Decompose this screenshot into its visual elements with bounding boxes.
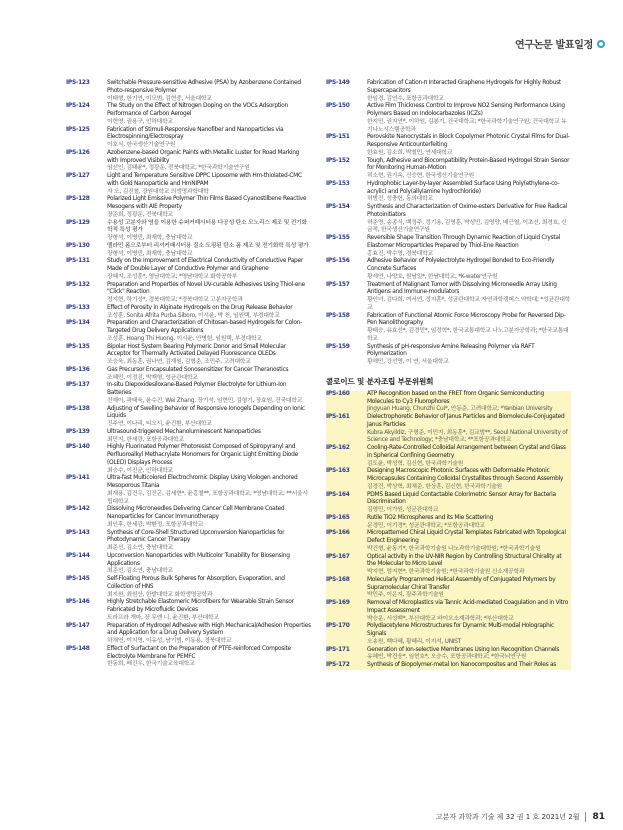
entry-code: IPS-160 [326,390,350,397]
entry-code: IPS-131 [66,258,90,265]
entry-body [107,305,311,321]
entry-code: IPS-162 [326,445,350,451]
entry-code: IPS-133 [66,304,90,311]
entry-code: IPS-128 [66,196,90,203]
entry-authors: 최재용, 김건우, 김진곤, 김세현*, 윤홍철**, 포항공과대학교; *영남대학교; **서울시립대학교 [107,490,308,505]
entry-body [367,515,571,531]
entry-authors: 허소현, 권기옥, 신승현, 한국생산기술연구원 [367,173,474,179]
entry-authors: 김경건, 박상혁, 최채준, 한상훈, 김신현, 한국과학기술원 [367,483,502,490]
abstract-entry [66,599,311,622]
entry-code: IPS-151 [326,134,350,141]
entry-title: Ultra-fast Multicolored Electrochromic Display Using Viologen anchored Mesoporous Titania [107,475,298,489]
entry-authors: 최승수, 이진균, 인하대학교 [107,467,173,474]
entry-authors: 이태형, 한기연, 이모범, 김현중, 서울대학교 [107,95,212,102]
entry-authors: Kubra Akyildiz, 구형준, 이민지, 최동훈*, 김교범**, Seoul National University of Science and Technology; *충남대학교; **포항공과대학교 [367,429,568,444]
entry-body [367,468,571,491]
entry-title: Removal of Microplastics via Tannic Acid-mediated Coagulation and in Vitro Impact Assessment [367,600,569,614]
entry-title: Upconversion Nanoparticles with Multicolor Tunability for Biosensing Applications [107,552,290,567]
entry-authors: 허준영, 송종식, 백정주, 정기용, 김명훈, 박성민, 김영양, 배근열, 이초선, 최경호, 신금적, 한국생산기술연구원 [367,219,567,234]
abstract-entry [66,406,311,429]
page-footer [436,812,605,822]
entry-title: Micropatterned Chiral Liquid Crystal Templates Fabricated with Topological Defect Engineering [367,530,566,544]
entry-authors: 유혜빈, 박건웅*, 임현호*, 오승수, 포항공과대학교; *한국뇌연구원 [367,654,527,661]
abstract-entry [66,623,311,646]
entry-authors: 조성훈, Hoang Thi Huong, 이시윤, 안병헌, 임원택, 부경대학교 [107,335,262,342]
abstract-entry [326,445,571,468]
entry-authors: 장혜지, 조성훈*, 영남대학교; *영남대학교 화학공학부 [107,273,238,280]
entry-authors: 문경민, 이기경*, 성균관대학교; *포항공과대학교 [367,522,485,529]
entry-title: Optical activity in the UV-NIR Region by Controlling Structural Chirality at the Molecular to Micro Level [367,553,562,568]
entry-body [107,444,311,475]
entry-authors: 장준희, 정광운, 전북대학교 [107,211,173,218]
entry-title: Synthesis of Core-Shell Structured Upconversion Nanoparticles for Photodynamic Cancer Therapy [107,529,285,544]
entry-code: IPS-154 [326,204,350,210]
entry-body [367,134,571,157]
entry-body [107,344,311,367]
entry-code: IPS-146 [66,599,90,606]
entry-code: IPS-150 [326,103,350,110]
abstract-entry [326,414,571,445]
entry-title: Treatment of Malignant Tumor with Dissolving Microneedle Array Using Antigens and Immune-modulators [367,281,557,296]
entry-title: Fabrication of Functional Atomic Force Microscopy Probe for Reversed Dip-Pen Nanolithography [367,312,566,327]
entry-body [107,429,311,445]
entry-title: The Study on the Effect of Nitrogen Doping on the VOCs Adsorption Performance of Carbon Aerogel [107,103,288,117]
entry-body [107,80,311,103]
abstract-entry [326,344,571,367]
entry-body [107,173,311,196]
entry-title: Preparation and Properties of Novel UV-curable Adhesives Using Thiol-ene "Click" Reaction [107,281,305,296]
entry-body [367,600,571,623]
abstract-entry [66,367,311,383]
entry-authors: 박지현, 엄지현*, 한국과학기술원; *한국과학기술원 신소재공학과 [367,569,525,575]
abstract-entry [66,506,311,529]
entry-authors: Jingyuan Huang, Chunzhi Cui*, 안동준, 고려대학교; *Yanbian University [367,406,553,413]
entry-title: Perovskite Nanocrystals in Block Copolymer Photonic Crystal Films for Dual-Responsive Anticounterfeiting [367,134,570,148]
entry-code: IPS-129 [66,219,90,226]
entry-body [367,204,571,235]
entry-authors: 황태승, 유효선*, 김경민*, 임정혁*, 한국교통대학교 나노고분자공학과; *한국교통대학교 [367,328,569,342]
abstract-entry [326,313,571,344]
entry-body [367,181,571,204]
abstract-entry [66,475,311,506]
entry-authors: 자 오, 김진철, 강원대학교 의생명과학대학 [107,188,209,195]
entry-code: IPS-169 [326,600,350,606]
section-title: 연구논문 발표일정 [514,40,593,51]
entry-code: IPS-127 [66,173,90,179]
abstract-entry [66,243,311,259]
abstract-entry [326,623,571,646]
entry-code: IPS-123 [66,80,90,86]
abstract-entry [66,382,311,405]
entry-authors: 하채연, 이지영, 이유성, 남기범, 이동용, 경북대학교 [107,638,232,644]
entry-body [107,623,311,646]
entry-authors: 임선인, 김태윤*, 정광운, 전북대학교; *한국과학기술연구원 [107,165,250,172]
entry-authors: 한지민, 권지연*, 이하원, 김봉기, 건국대학교; *한국과학기술연구원; 건국대학교 유기나노시스템공학과 [367,118,567,133]
entry-code: IPS-156 [326,258,350,265]
entry-body [367,492,571,515]
entry-authors: 최인후, 한세광, 박환정, 포항공과대학교 [107,521,204,528]
footer-divider [585,812,586,822]
abstract-entry [66,282,311,305]
entry-title: Fabrication of Stimuli-Responsive Nanofiber and Nanoparticles via Electrospinning/Electrospray [107,126,284,141]
abstract-entry [326,515,571,531]
section-heading: 콜로이드 및 분자조립 부문위원회 [326,376,434,386]
entry-title: Highly Stretchable Elastomeric Microfibers for Wearable Strain Sensor Fabricated by Microfluidic Devices [107,599,294,613]
entry-authors: 최준선, 김소연, 충남대학교 [107,545,173,551]
abstract-entry [66,444,311,475]
abstract-entry [66,320,311,343]
abstract-entry [66,530,311,553]
entry-code: IPS-148 [66,645,90,652]
page-number: 81 [592,812,605,822]
entry-authors: 황인녀, 김다희, 여서연, 정지훈*, 성균관대학교 자연과학캠퍼스 약학대; *성균관대학교 [367,297,571,311]
entry-code: IPS-126 [66,149,90,156]
entry-authors: 김영민, 이가원, 성균관대학교 [367,507,439,513]
entry-title: ATP Recognition based on the FRET from Organic Semiconducting Molecules to Cy3 Fluorophores [367,390,544,405]
entry-body [367,80,571,103]
entry-authors: 박승운, 서성백*, 부산대학교 바이오소재과학과; *부산대학교 [367,615,514,622]
entry-body [107,243,311,259]
page-header [515,36,605,51]
entry-body [367,103,571,134]
entry-body [367,391,571,414]
entry-title: Highly Fluorinated Polymer Photoresist Composed of Spiropyranyl and Perfluoroalkyl Methacrylate Monomers for Organic Light Emitting Diode (OLED) Displays Process [107,444,298,466]
entry-body [367,445,571,468]
entry-code: IPS-166 [326,530,350,537]
entry-title: Generation of Ion-selective Membranes Using Ion Recognition Channels [367,646,560,653]
entry-code: IPS-143 [66,529,90,536]
abstract-entry [326,600,571,623]
entry-title: Fabrication of Cation-π Interacted Graphene Hydrogels for Highly Robust Supercapacitors [367,80,561,94]
abstract-entry [66,576,311,599]
abstract-entry [326,530,571,553]
entry-title: Dissolving Microneedles Delivering Cancer Cell Membrane Coated Nanoparticles for Cancer Immunotherapy [107,506,285,520]
entry-code: IPS-159 [326,343,350,350]
entry-code: IPS-164 [326,491,350,498]
entry-body [107,646,311,669]
entry-authors: 박건형, 윤동기*, 한국과학기술원 나노과학기술대학원; *한국과학기술원 [367,545,541,552]
entry-body [367,530,571,553]
entry-title: Study on the Improvement of Electrical Conductivity of Conductive Paper Made of Double Layer of Conductive Polymer and Graphene [107,258,303,272]
abstract-entry [66,80,311,103]
entry-authors: 최지원, 최원산, 한밭대학교 화학생명공학과 [107,591,213,598]
abstract-entry [326,577,571,600]
entry-code: IPS-158 [326,312,350,319]
entry-body [107,196,311,219]
entry-code: IPS-135 [66,343,90,350]
entry-body [107,150,311,173]
entry-code: IPS-163 [326,468,350,475]
entry-title: Gas Precursor Encapsulated Sonosensitizer for Cancer Theranostics [107,366,289,373]
entry-body [107,103,311,126]
entry-authors: 정지현, 하기성*, 경북대학교; *경북대학교 고분자공학과 [107,297,243,303]
entry-authors: 한임경, 김연수, 포항공과대학교 [367,95,444,102]
abstract-entry [66,646,311,669]
entry-code: IPS-171 [326,646,350,653]
right-column [326,80,571,670]
entry-authors: 조혜민, 이정진, 박재형, 성균관대학교 [107,374,198,381]
left-column [66,80,311,669]
entry-body [367,647,571,663]
entry-body [107,530,311,553]
entry-authors: 황세연, 나양호, 원남일*, 한남대학교; *K-water연구원 [367,273,498,280]
entry-body [107,406,311,429]
entry-code: IPS-168 [326,576,350,583]
entry-code: IPS-161 [326,414,350,420]
entry-body [107,367,311,383]
entry-title: Cooling-Rate-Controlled Colloidal Arrangement between Crystal and Glass in Spherical Confining Geometry [367,445,566,459]
entry-title: 멜라민 폼으로부터 리셔커패시터용 질소 도핑된 탄소 폼 제조 및 전기화학 특성 평가 [107,242,309,249]
entry-title: Polarized Light Emissive Polymer Thin Films Based Cyanostilbene Reactive Mesogens with AIE Property [107,196,307,210]
entry-code: IPS-149 [326,80,350,86]
entry-title: Preparation of Hydrogel Adhesive with High Mechanical/Adhesion Properties and Application for a Drug Delivery System [107,622,311,637]
entry-title: 수용성 고분자와 염을 이용한 슈퍼커패시터용 다공성 탄소 모노리스 제조 및 전기화학적 특성 평가 [107,219,307,234]
entry-code: IPS-124 [66,103,90,110]
entry-code: IPS-139 [66,428,90,435]
entry-code: IPS-152 [326,157,350,164]
entry-code: IPS-134 [66,320,90,327]
entry-code: IPS-142 [66,506,90,513]
entry-code: IPS-141 [66,475,90,482]
entry-body [367,662,571,670]
entry-code: IPS-167 [326,553,350,560]
entry-title: Azobenzene-based Organic Paints with Metallic Luster for Road Marking with Improved Visibility [107,149,300,164]
entry-authors: 진주연, 이나리, 티오시, 윤진환, 부산대학교 [107,421,212,427]
entry-title: Molecularly Programmed Helical Assembly of Conjugated Polymers by Supramolecular Chiral Transfer [367,576,556,591]
entry-code: IPS-138 [66,405,90,412]
entry-body [107,258,311,281]
entry-body [107,475,311,506]
abstract-entry [66,429,311,445]
entry-title: Rutile TiO2 Microspheres and its Mie Scattering [367,514,494,521]
abstract-entry [326,204,571,235]
abstract-entry [66,173,311,196]
entry-authors: 트라프라 개마, 장 무엔 니, 윤진환, 부산대학교 [107,614,219,621]
abstract-entry [66,150,311,173]
entry-title: Self-Floating Porous Bulk Spheres for Absorption, Evaporation, and Collection of HNS [107,576,285,590]
abstract-entry [326,235,571,258]
abstract-entry [66,196,311,219]
entry-title: Bipolar Host System Bearing Polymeric Donor and Small Molecular Acceptor for Thermally Activated Delayed Fluorescence OLEDs [107,343,286,358]
entry-authors: 한효원, 김소희, 박철민, 연세대학교 [367,149,453,156]
entry-authors: 박민주, 이은지, 광주과학기술원 [367,592,444,599]
entry-code: IPS-137 [66,382,90,389]
entry-code: IPS-140 [66,444,90,451]
entry-title: Preparation and Characterization of Chitosan-based Hydrogels for Colon-Targeted Drug Delivery Applications [107,320,302,334]
entry-title: Active Film Thickness Control to Improve NO2 Sensing Performance Using Polymers Based on Indolocarbazoles (ICZs) [367,103,565,117]
abstract-entry [326,554,571,577]
circle-bullet-icon [597,40,605,48]
entry-authors: 허범진, 성충헌, 동의대학교 [367,196,433,203]
entry-title: Designing Macroscopic Photonic Surfaces with Deformable Photonic Microcapsules Containing Colloidal Crystallites through Second Assembly [367,468,564,482]
abstract-entry [326,662,571,670]
entry-body [107,320,311,343]
entry-code: IPS-147 [66,622,90,629]
entry-code: IPS-125 [66,126,90,133]
entry-code: IPS-136 [66,366,90,373]
entry-code: IPS-157 [326,281,350,288]
highlighted-entries [326,391,571,670]
entry-authors: 한동희, 배진우, 한국기술교육대학교 [107,661,195,668]
entry-authors: 조승욱, 최동훈, 권나연, 김재원, 김형준, 조민주, 고려대학교 [107,359,251,365]
entry-code: IPS-170 [326,623,350,630]
entry-title: Adjusting of Swelling Behavior of Responsive Ionogels Depending on Ionic Liquids [107,405,305,420]
entry-code: IPS-165 [326,514,350,521]
entry-body [367,623,571,646]
abstract-entry [326,468,571,491]
entry-title: Synthesis of pH-responsive Amine Releasing Polymer via RAFT Polymerization [367,343,535,358]
entry-authors: 장형석, 이병민, 최재학, 충남대학교 [107,235,193,241]
entry-authors: 조성훈, Sonita Afrita Purba Siboro, 이시윤, 박 천, 임원택, 부경대학교 [107,312,280,319]
entry-title: Polydiacetylene Microstructures for Dynamic Multi-modal Holographic Signals [367,623,554,637]
entry-authors: 이호식, 한국생산기술연구원 [107,142,176,148]
abstract-entry [326,282,571,313]
abstract-entry [326,158,571,181]
entry-body [367,414,571,445]
entry-title: Synthesis and Characterization of Oxime-esters Derivative for Free Radical Photoinitiators [367,204,567,218]
entry-title: In-situ Diepoxidesiloxane-Based Polymer Electrolyte for Lithium-Ion Batteries [107,382,287,396]
entry-code: IPS-130 [66,242,90,249]
entry-authors: 진예이, 곽태욱, 윤수진, Wei Zhang, 장기석, 임현민, 김형기, 장효원, 건국대학교 [107,397,303,404]
entry-code: IPS-153 [326,180,350,187]
abstract-entry [66,553,311,576]
entry-body [367,577,571,600]
abstract-entry [66,103,311,126]
abstract-entry [326,134,571,157]
abstract-entry [326,492,571,515]
entry-body [367,282,571,313]
entry-code: IPS-155 [326,235,350,241]
entry-body [367,235,571,258]
entry-title: Ultrasound-triggered Mechanoluminescent Nanoparticles [107,428,261,435]
entry-title: Synthesis of Biopolymer-metal Ion Nanocomposites and Their Roles as [367,662,557,668]
abstract-entry [66,220,311,243]
entry-title: Tough, Adhesive and Biocompatibility Protein-Based Hydrogel Strain Sensor for Monitoring Human-Motion [367,157,570,172]
entry-title: PDMS Based Liquid Contactable Colorimetric Sensor Array for Bacteria Discrimination [367,491,556,506]
entry-title: Hydrophobic Layer-by-layer Assembled Surface Using Poly(ethylene-co-acrylic) and Poly(allylamine hydrochloride) [367,180,560,195]
abstract-entry [66,305,311,321]
entry-body [367,554,571,577]
entry-body [107,127,311,150]
journal-info: 고분자 과학과 기술 제 32 권 1 호 2021년 2월 [435,813,580,821]
abstract-entry [326,103,571,134]
abstract-entry [66,344,311,367]
entry-body [367,158,571,181]
entry-authors: 황해민, 강선영, 이 연, 서울대학교 [367,359,449,365]
entry-authors: 이현영, 권용구, 인하대학교 [107,118,173,125]
right-column-entries [326,80,571,367]
entry-authors: 최준선, 김소연, 충남대학교 [107,568,173,575]
entry-body [107,506,311,529]
entry-code: IPS-132 [66,281,90,288]
abstract-entry [66,258,311,281]
entry-authors: 김도윤, 박성혁, 김신현, 한국과학기술원 [367,460,464,467]
abstract-entry [326,647,571,663]
entry-body [367,344,571,367]
entry-authors: 장형석, 이병민, 최재학, 충남대학교 [107,250,193,257]
entry-title: Effect of Surfactant on the Preparation of PTFE-reinforced Composite Electrolyte Membrane for PEMFC [107,645,291,660]
entry-title: Dielectrophoretic Behavior of Janus Particles and Biomolecule-Conjugated Janus Particles [367,414,565,428]
entry-code: IPS-145 [66,576,90,582]
entry-body [107,382,311,405]
abstract-entry [326,80,571,103]
entry-code: IPS-172 [326,662,350,668]
abstract-entry [326,258,571,281]
entry-body [367,258,571,281]
entry-body [107,553,311,576]
abstract-entry [326,181,571,204]
entry-body [367,313,571,344]
entry-title: Light and Temperature Sensitive DPPC Liposome with Hm-thiolated-CMC with Gold Nanoparticle and HmNIPAM [107,173,302,187]
entry-body [107,576,311,599]
entry-title: Switchable Pressure-sensitive Adhesive (PSA) by Azobenzene Contained Photo-responsive Polymer [107,80,301,94]
entry-title: Adhesive Behavior of Polyelectrolyte Hydrogel Bonded to Eco-Friendly Concrete Surfaces [367,258,555,272]
entry-title: Reversible Shape Transition Through Dynamic Reaction of Liquid Crystal Elastomer Microparticles Prepared by Thiol-Ene Reaction [367,235,561,249]
abstract-entry [66,127,311,150]
entry-title: Effect of Porosity in Alginate Hydrogels on the Drug Release Behavior [107,304,293,311]
abstract-entry [326,391,571,414]
entry-authors: 홍효진, 박수영, 경북대학교 [367,250,433,257]
entry-authors: 최민지, 한세광, 포항공과대학교 [107,436,184,443]
entry-authors: 오송원, 백다혜, 황혜리, 이지석, UNIST [367,638,462,645]
entry-body [107,282,311,305]
entry-code: IPS-144 [66,552,90,559]
entry-body [107,220,311,243]
entry-body [107,599,311,622]
